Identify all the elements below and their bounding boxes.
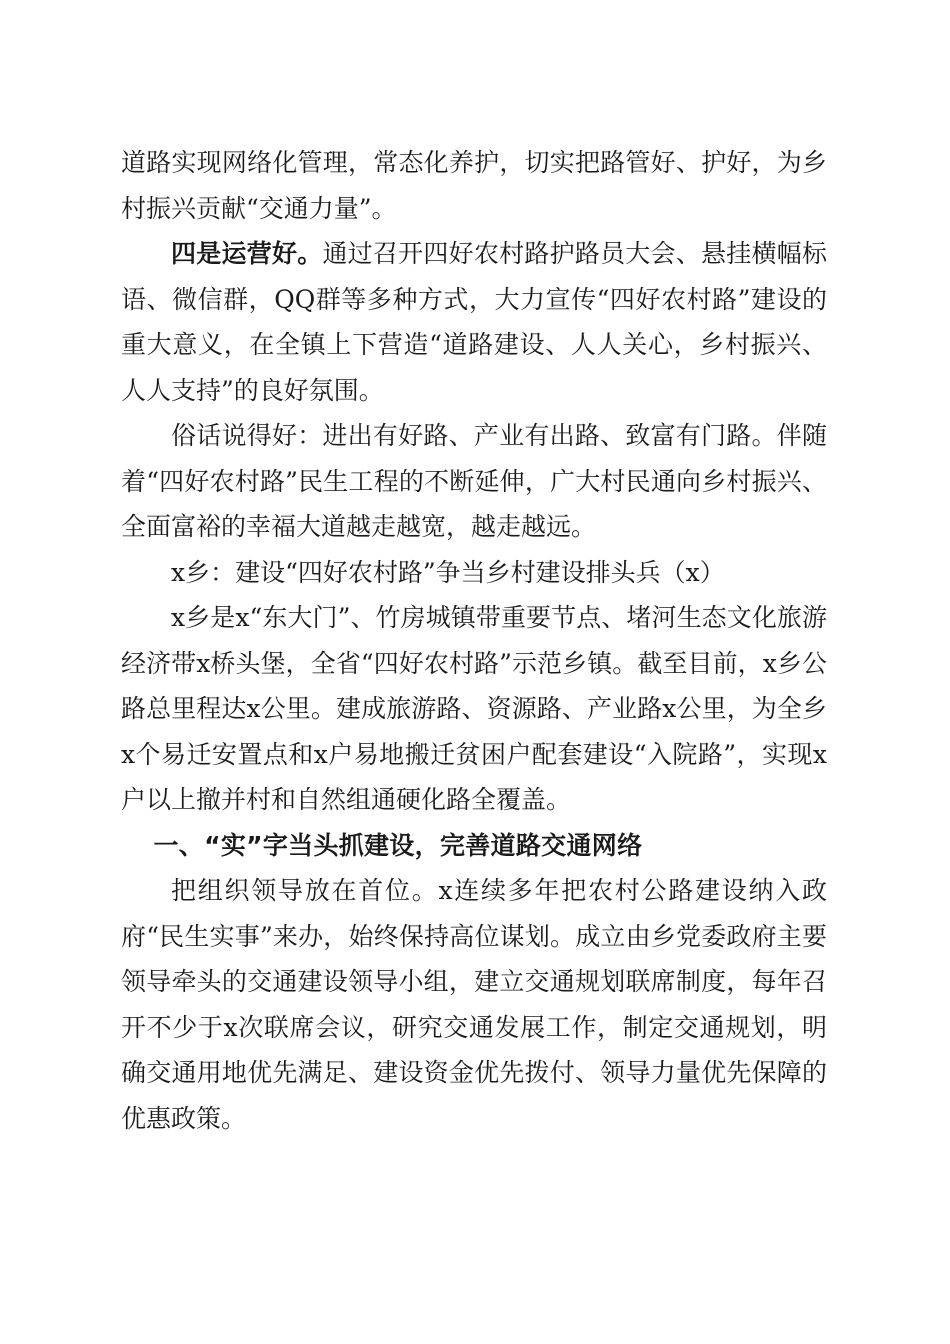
section-heading-1: 一、“实”字当头抓建设，完善道路交通网络 <box>153 830 643 860</box>
paragraph-intro: x乡是x“东大门”、竹房城镇带重要节点、堵河生态文化旅游经济带x桥头堡，全省“四好农村路”示范乡镇。截至目前，x乡公路总里程达x公里。建成旅游路、资源路、产业路x公里，为全乡x个易迁安置点和x户易地搬迁贫困户配套建设“入院路”，实现x户以上撤并村和自然组通硬化路全覆盖。 <box>121 603 827 814</box>
paragraph-operation <box>121 231 827 413</box>
paragraph-body-operation: 通过召开四好农村路护路员大会、悬挂横幅标语、微信群，QQ群等多种方式，大力宣传“四好农村路”建设的重大意义，在全镇上下营造“道路建设、人人关心，乡村振兴、人人支持”的良好氛围。 <box>121 239 827 405</box>
article-subtitle: x乡：建设“四好农村路”争当乡村建设排头兵（x） <box>171 557 725 587</box>
document-page <box>121 140 827 1141</box>
paragraph-leadership: 把组织领导放在首位。x连续多年把农村公路建设纳入政府“民生实事”来办，始终保持高位谋划。成立由乡党委政府主要领导牵头的交通建设领导小组，建立交通规划联席制度，每年召开不少于x次联席会议，研究交通发展工作，制定交通规划，明确交通用地优先满足、建设资金优先拨付、领导力量优先保障的优惠政策。 <box>121 876 827 1133</box>
paragraph-continuation: 道路实现网络化管理，常态化养护，切实把路管好、护好，为乡村振兴贡献“交通力量”。 <box>121 148 827 223</box>
paragraph-lead-operation: 四是运营好。 <box>171 239 323 268</box>
paragraph-saying: 俗话说得好：进出有好路、产业有出路、致富有门路。伴随着“四好农村路”民生工程的不断延伸，广大村民通向乡村振兴、全面富裕的幸福大道越走越宽，越走越远。 <box>121 421 827 541</box>
